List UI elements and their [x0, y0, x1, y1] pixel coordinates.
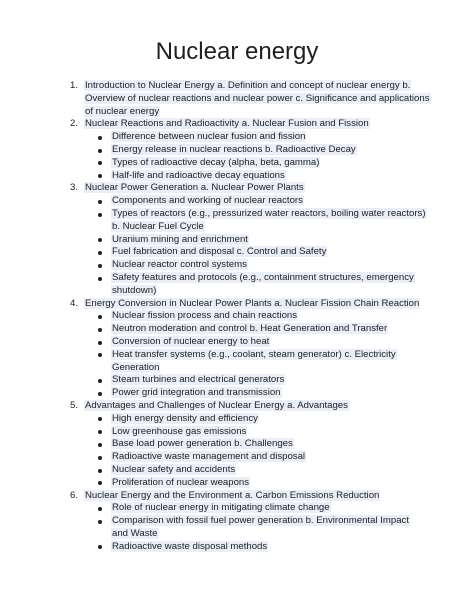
sub-item-line-text: Heat transfer systems (e.g., coolant, steam generator) c. Electricity: [112, 348, 396, 360]
bullet-icon: [98, 481, 102, 485]
bullet-icon: [98, 149, 102, 153]
list-item-line-text: Overview of nuclear reactions and nuclear power c. Significance and applications: [85, 92, 430, 104]
bullet-icon: [98, 469, 102, 473]
list-item-line: [84, 118, 370, 131]
bullet-icon: [98, 161, 102, 165]
list-number: 2.: [70, 118, 79, 130]
sub-item-line: [111, 426, 247, 439]
sub-item-line: [111, 272, 415, 285]
bullet-icon: [98, 430, 102, 434]
sub-item-line: [111, 144, 357, 157]
sub-item-line: [111, 477, 250, 490]
sub-item-line: [111, 310, 298, 323]
sub-item-line: [111, 131, 306, 144]
sub-item-line: [111, 234, 249, 247]
sub-item-line: [111, 285, 157, 298]
sub-item-line: [111, 259, 248, 272]
sub-item-line-text: Steam turbines and electrical generators: [112, 374, 285, 386]
sub-item-line: [111, 336, 270, 349]
sub-item-line: [111, 387, 282, 400]
sub-item-line: [111, 221, 205, 234]
list-item-line: [84, 93, 431, 106]
bullet-icon: [98, 174, 102, 178]
list-item-line-text: Advantages and Challenges of Nuclear Energy a. Advantages: [85, 400, 348, 411]
sub-item-line-text: High energy density and efficiency: [112, 412, 258, 424]
sub-item-line-text: Fuel fabrication and disposal c. Control and Safety: [112, 246, 327, 258]
sub-item-line: [111, 170, 286, 183]
list-number: 6.: [70, 489, 79, 501]
bullet-icon: [98, 392, 102, 396]
sub-item-line-text: Energy release in nuclear reactions b. Radioactive Decay: [112, 144, 356, 155]
bullet-icon: [98, 520, 102, 524]
sub-item-line-text: Role of nuclear energy in mitigating climate change: [112, 502, 330, 514]
sub-item-line-text: and Waste: [112, 528, 158, 539]
list-item-line-text: Introduction to Nuclear Energy a. Definition and concept of nuclear energy b.: [85, 80, 411, 91]
list-item-line: [84, 80, 411, 93]
sub-item-line-text: Components and working of nuclear reactors: [112, 195, 303, 207]
sub-item-line-text: Base load power generation b. Challenges: [112, 438, 293, 450]
sub-item-line: [111, 362, 160, 375]
document-title: Nuclear energy: [155, 38, 319, 65]
sub-item-line: [111, 464, 236, 477]
bullet-icon: [98, 136, 102, 140]
bullet-icon: [98, 238, 102, 242]
bullet-icon: [98, 328, 102, 332]
sub-item-line-text: Proliferation of nuclear weapons: [112, 476, 250, 488]
sub-item-line-text: Half-life and radioactive decay equations: [112, 169, 285, 181]
list-item-line: [84, 298, 420, 311]
sub-item-line-text: Low greenhouse gas emissions: [112, 425, 247, 437]
list-number: 4.: [70, 297, 79, 309]
sub-item-line: [111, 502, 331, 515]
bullet-icon: [98, 341, 102, 345]
sub-item-line: [111, 246, 327, 259]
sub-item-line-text: Radioactive waste management and disposal: [112, 451, 306, 463]
sub-item-line-text: Neutron moderation and control b. Heat Generation and Transfer: [112, 323, 388, 335]
bullet-icon: [98, 417, 102, 421]
sub-item-line-text: shutdown): [112, 284, 157, 296]
sub-item-line-text: Uranium mining and enrichment: [112, 233, 248, 245]
sub-item-line-text: Types of reactors (e.g., pressurized water reactors, boiling water reactors): [112, 208, 426, 219]
sub-item-line-text: Conversion of nuclear energy to heat: [112, 336, 270, 347]
sub-item-line: [111, 157, 320, 170]
sub-item-line-text: Comparison with fossil fuel power generation b. Environmental Impact: [112, 515, 410, 527]
sub-item-line: [111, 323, 388, 336]
sub-item-line: [111, 208, 427, 221]
sub-item-line-text: Nuclear fission process and chain reactions: [112, 310, 298, 322]
sub-item-line-text: Nuclear reactor control systems: [112, 259, 247, 271]
bullet-icon: [98, 213, 102, 217]
sub-item-line-text: b. Nuclear Fuel Cycle: [112, 220, 204, 232]
bullet-icon: [98, 277, 102, 281]
list-number: 1.: [70, 80, 79, 91]
bullet-icon: [98, 379, 102, 383]
list-item-line: [84, 400, 349, 413]
sub-item-line: [111, 451, 306, 464]
bullet-icon: [98, 456, 102, 460]
bullet-icon: [98, 443, 102, 447]
bullet-icon: [98, 353, 102, 357]
list-item-line-text: Nuclear Reactions and Radioactivity a. Nuclear Fusion and Fission: [85, 118, 369, 130]
list-item-line: [84, 106, 160, 119]
sub-item-line: [111, 195, 304, 208]
sub-item-line-text: Radioactive waste disposal methods: [112, 540, 268, 552]
list-number: 3.: [70, 182, 79, 194]
bullet-icon: [98, 264, 102, 268]
list-number: 5.: [70, 400, 79, 411]
bullet-icon: [98, 251, 102, 255]
list-item-line-text: Nuclear Energy and the Environment a. Carbon Emissions Reduction: [85, 489, 380, 501]
sub-item-line-text: Power grid integration and transmission: [112, 387, 281, 399]
list-item-line: [84, 490, 380, 503]
sub-item-line: [111, 541, 268, 554]
sub-item-line: [111, 349, 397, 362]
list-item-line-text: Energy Conversion in Nuclear Power Plants a. Nuclear Fission Chain Reaction: [85, 297, 420, 309]
sub-item-line: [111, 438, 294, 451]
sub-item-line-text: Safety features and protocols (e.g., containment structures, emergency: [112, 272, 414, 283]
list-item-line-text: Nuclear Power Generation a. Nuclear Power Plants: [85, 182, 304, 194]
sub-item-line: [111, 413, 259, 426]
list-item-line-text: of nuclear energy: [85, 105, 160, 117]
list-item-line: [84, 182, 305, 195]
sub-item-line-text: Generation: [112, 361, 160, 373]
bullet-icon: [98, 507, 102, 511]
sub-item-line-text: Nuclear safety and accidents: [112, 464, 236, 475]
bullet-icon: [98, 315, 102, 319]
sub-item-line-text: Difference between nuclear fusion and fission: [112, 131, 306, 143]
bullet-icon: [98, 545, 102, 549]
sub-item-line: [111, 374, 285, 387]
sub-item-line: [111, 528, 159, 541]
bullet-icon: [98, 200, 102, 204]
sub-item-line: [111, 515, 410, 528]
sub-item-line-text: Types of radioactive decay (alpha, beta, gamma): [112, 156, 320, 168]
